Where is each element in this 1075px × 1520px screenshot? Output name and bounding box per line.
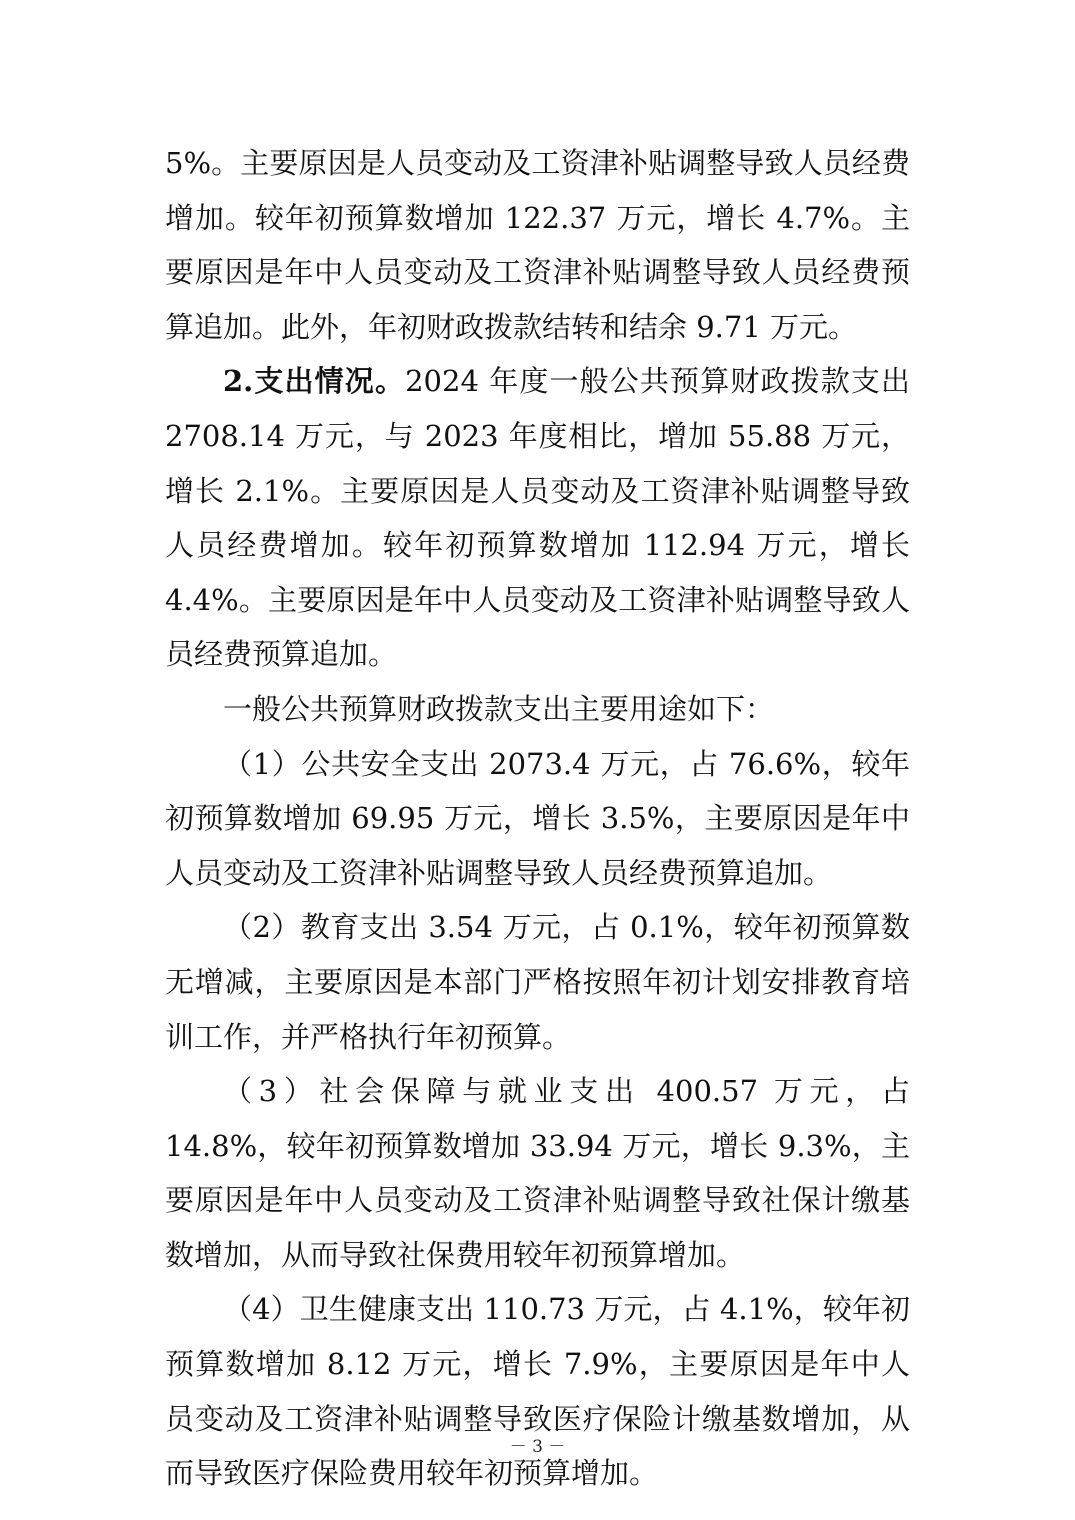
paragraph-public-security: （1）公共安全支出 2073.4 万元，占 76.6%，较年初预算数增加 69.95 万元，增长 3.5%，主要原因是年中人员变动及工资津补贴调整导致人员经费预算追加。: [165, 746, 910, 890]
paragraph-expenditure: [165, 354, 910, 682]
paragraph-health: （4）卫生健康支出 110.73 万元，占 4.1%，较年初预算数增加 8.12 万元，增长 7.9%，主要原因是年中人员变动及工资津补贴调整导致医疗保险计缴基数增加，从而导致医疗保险费用较年初预算增加。: [165, 1292, 910, 1491]
paragraph-uses-intro: 一般公共预算财政拨款支出主要用途如下：: [223, 691, 775, 726]
body-text: [165, 136, 910, 1501]
paragraph-education: （2）教育支出 3.54 万元，占 0.1%，较年初预算数无增减，主要原因是本部门严格按照年初计划安排教育培训工作，并严格执行年初预算。: [165, 910, 910, 1054]
section-heading-expenditure: 2.支出情况。: [223, 364, 406, 399]
paragraph-social-security: （3）社会保障与就业支出 400.57 万元，占 14.8%，较年初预算数增加 33.94 万元，增长 9.3%，主要原因是年中人员变动及工资津补贴调整导致社保计缴基数增加，从而导致社保费用较年初预算增加。: [165, 1074, 910, 1272]
expenditure-text: 2024 年度一般公共预算财政拨款支出 2708.14 万元，与 2023 年度相比，增加 55.88 万元，增长 2.1%。主要原因是人员变动及工资津补贴调整导致人员经费增加。较年初预算数增加 112.94 万元，增长 4.4%。主要原因是年中人员变动及工资津补贴调整导致人员经费预算追加。: [165, 364, 910, 672]
paragraph-revenue-continued: 5%。主要原因是人员变动及工资津补贴调整导致人员经费增加。较年初预算数增加 122.37 万元，增长 4.7%。主要原因是年中人员变动及工资津补贴调整导致人员经费预算追加。此外，年初财政拨款结转和结余 9.71 万元。: [165, 146, 910, 344]
page-number: － 3 －: [509, 1437, 566, 1457]
